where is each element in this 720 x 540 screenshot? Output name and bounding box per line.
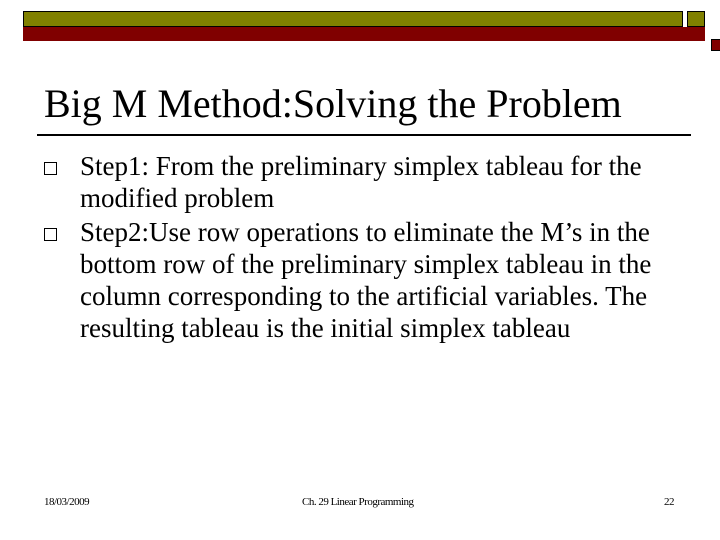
square-bullet-icon	[44, 228, 57, 241]
bullet-item	[44, 216, 694, 344]
maroon-bar	[23, 27, 705, 41]
footer-date: 18/03/2009	[44, 496, 90, 508]
title-divider	[37, 134, 691, 136]
bullet-text: Step1: From the preliminary simplex tableau for the modified problem	[80, 151, 642, 213]
footer-page-number: 22	[664, 496, 674, 508]
square-bullet-icon	[44, 162, 57, 175]
olive-bar	[23, 11, 683, 27]
slide-title: Big M Method:Solving the Problem	[44, 81, 622, 126]
decorative-header-bar	[23, 11, 705, 41]
bullet-list	[44, 150, 694, 346]
bullet-text: Step2:Use row operations to eliminate the M’s in the bottom row of the preliminary simplex tableau in the column corresponding to the artificial variables. The resulting tableau is the initial simplex tableau	[80, 217, 652, 343]
maroon-square	[711, 39, 720, 51]
bullet-item	[44, 150, 694, 214]
footer-course: Ch. 29 Linear Programming	[302, 496, 414, 508]
olive-square	[687, 11, 705, 27]
